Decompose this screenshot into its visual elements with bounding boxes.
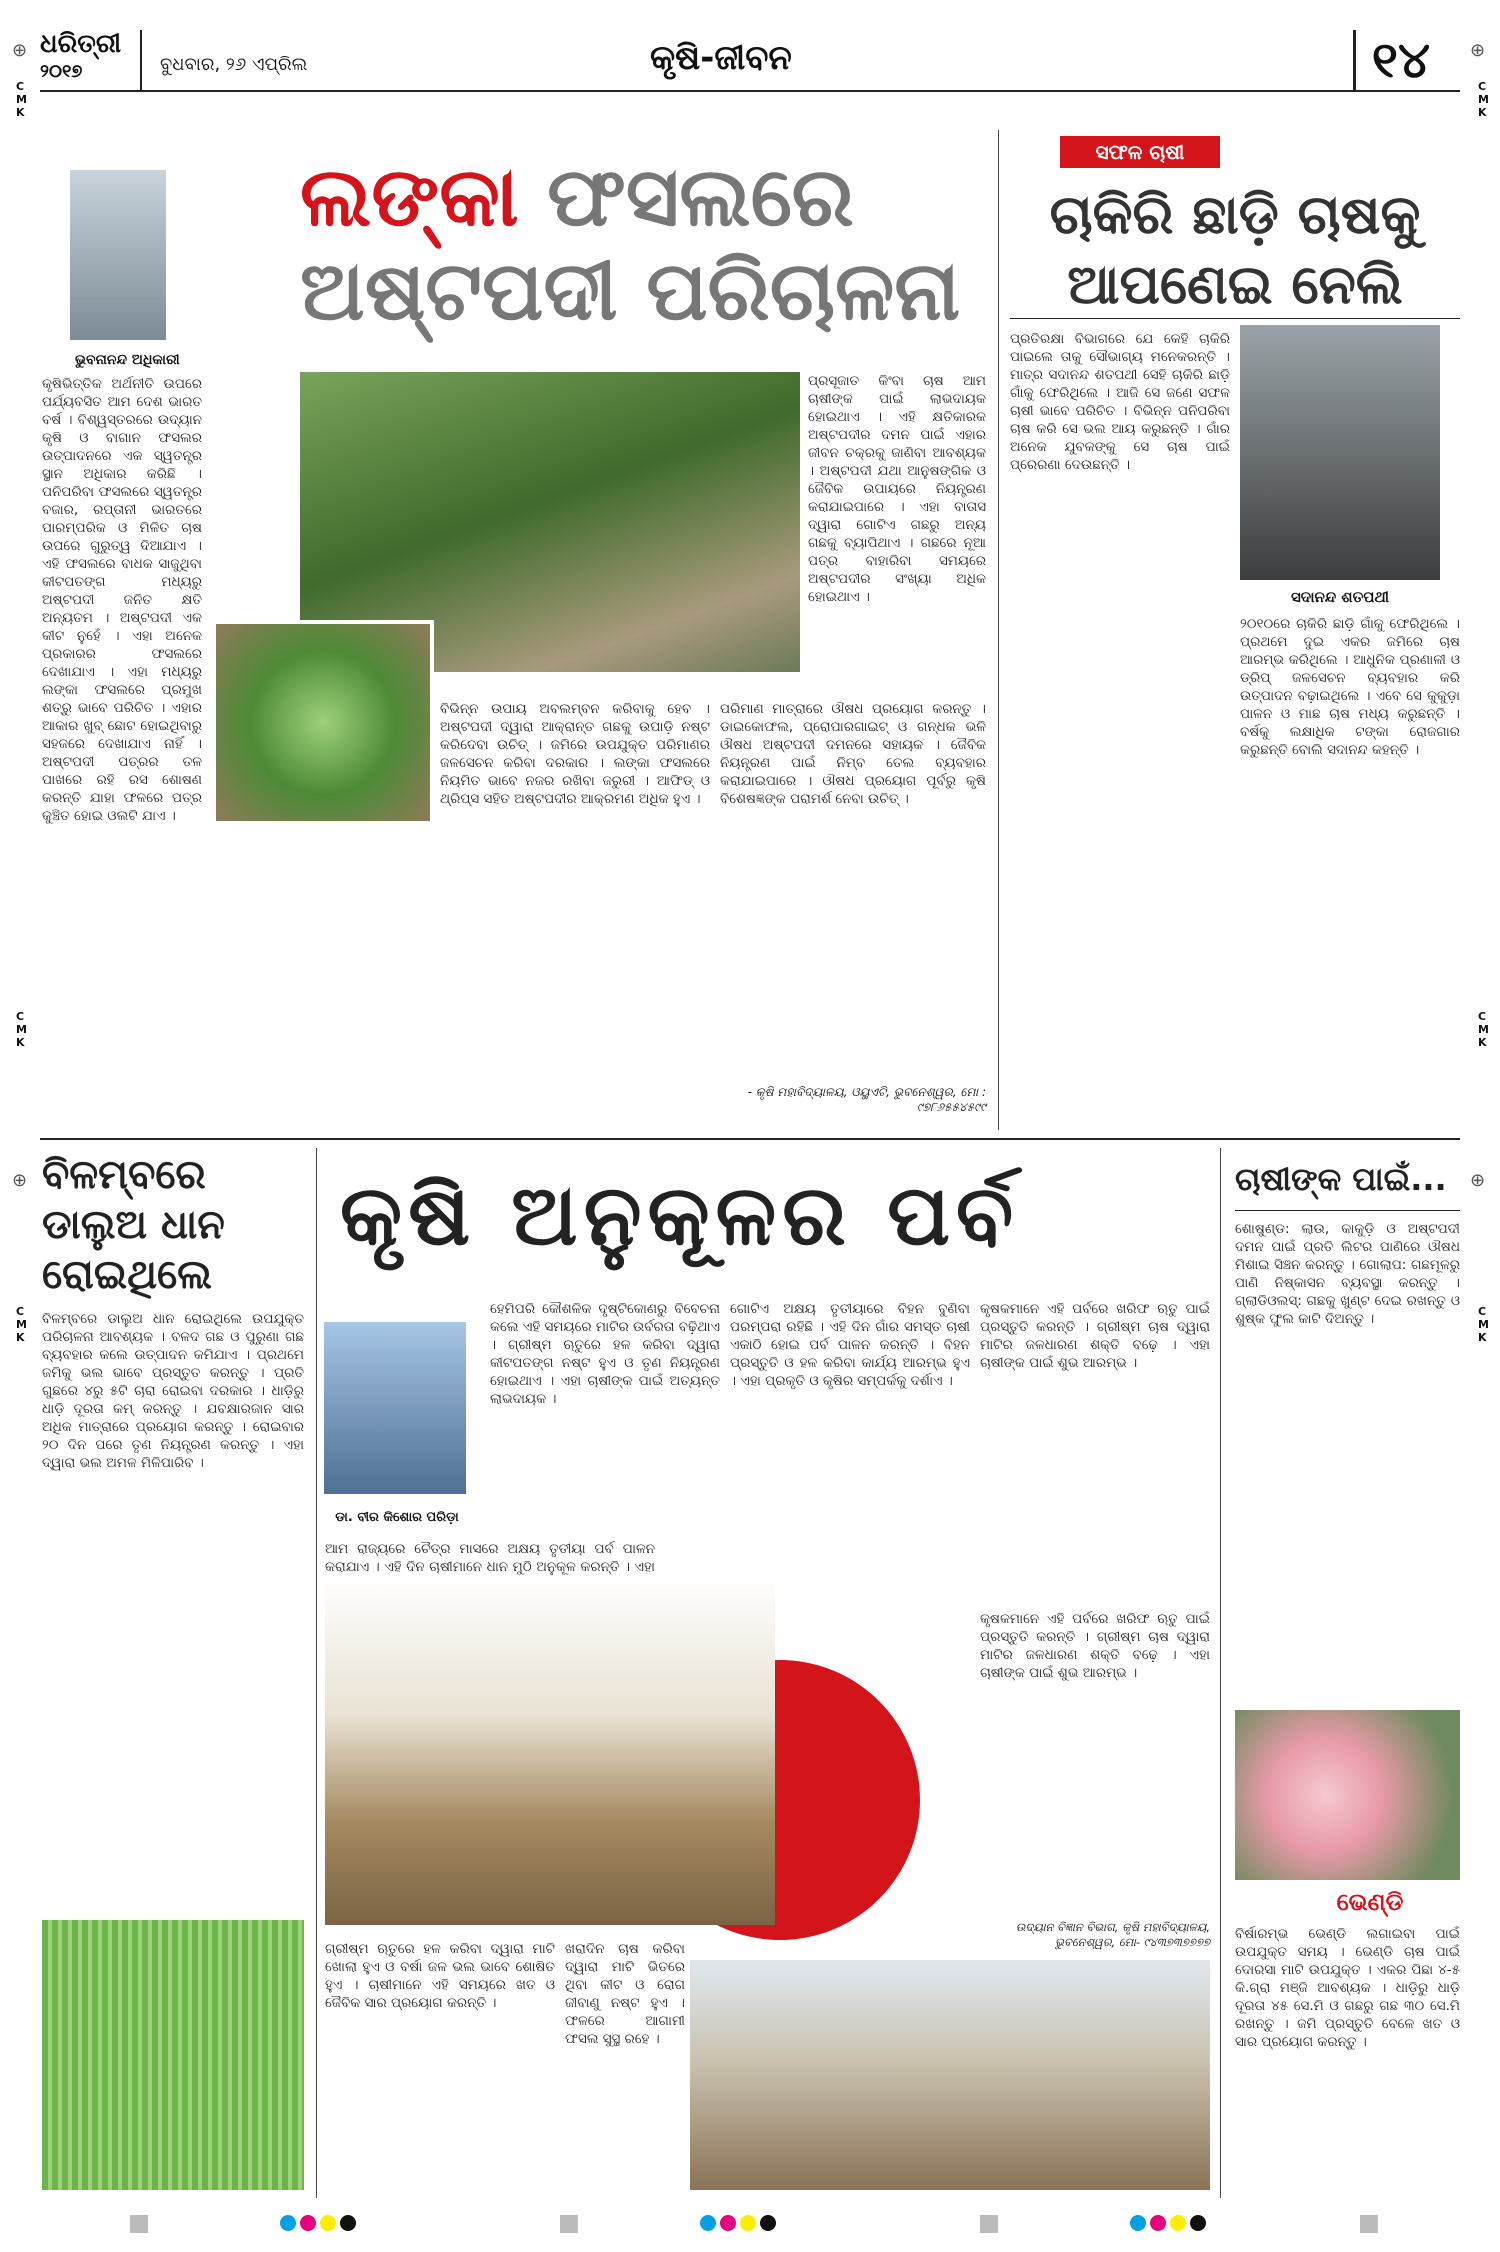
headline-highlight: ଲଙ୍କା bbox=[300, 150, 519, 245]
gladiolus-photo bbox=[1235, 1710, 1460, 1880]
headline-line1: ଚାକିରି ଛାଡ଼ି ଚାଷକୁ bbox=[1049, 183, 1421, 246]
author-name: ଡା. ବୀର କିଶୋର ପରିଡ଼ା bbox=[335, 1510, 459, 1525]
article5-text: ଶୋଷୁଣ୍ଡ: ଲାଉ, କାକୁଡ଼ି ଓ ଅଷ୍ଟପଦୀ ଦମନ ପାଇଁ ପ୍ରତି ଲିଟର ପାଣିରେ ଔଷଧ ମିଶାଇ ସିଞ୍ଚନ କରନ୍ତୁ । ଗୋଲାପ: ଗଛମୂଳରୁ ପାଣି ନିଷ୍କାସନ ବ୍ୟବସ୍ଥା କରନ୍ତୁ । ଗ୍ଲାଡିଓଲସ୍: ଗଛକୁ ଖୁଣ୍ଟ ଦେଇ ରଖନ୍ତୁ ଓ ଶୁଷ୍କ ଫୁଲ କାଟି ଦିଅନ୍ତୁ । bbox=[1235, 1221, 1460, 1327]
print-colorbar bbox=[0, 2205, 1500, 2245]
divider bbox=[140, 30, 142, 90]
registration-mark: ⊕ bbox=[12, 40, 28, 61]
article-headline bbox=[300, 150, 854, 246]
article-headline-line2: ଅଷ୍ଟପଦୀ ପରିଚାଳନା bbox=[300, 244, 961, 339]
registration-mark: ⊕ bbox=[1470, 40, 1486, 61]
logo-year: ୨୦୧୭ bbox=[40, 61, 83, 82]
article5-subtext: ବିର୍ଷାରମ୍ଭ ଭେଣ୍ଡି ଲଗାଇବା ପାଇଁ ଉପଯୁକ୍ତ ସମୟ । ଭେଣ୍ଡି ଚାଷ ପାଇଁ ଦୋରସା ମାଟି ଉପଯୁକ୍ତ । ଏକର ପିଛା ୪-୫ କି.ଗ୍ରା ମଞ୍ଜି ଆବଶ୍ୟକ । ଧାଡ଼ିରୁ ଧାଡ଼ି ଦୂରତା ୪୫ ସେ.ମି ଓ ଗଛରୁ ଗଛ ୩୦ ସେ.ମି ରଖନ୍ତୁ । ଜମି ପ୍ରସ୍ତୁତି ବେଳେ ଖତ ଓ ସାର ପ୍ରୟୋଗ କରନ୍ତୁ । bbox=[1235, 1926, 1460, 2050]
column-rule bbox=[316, 1148, 317, 2198]
author-name: ଭୁବନାନନ୍ଦ ଅଧିକାରୀ bbox=[75, 352, 180, 368]
farmers-ploughing-photo bbox=[690, 1960, 1210, 2190]
gray-patch bbox=[980, 2215, 998, 2233]
headline-line2: ଡାଲୁଅ ଧାନ bbox=[42, 1202, 225, 1248]
article4-text-col1: ଆମ ରାଜ୍ୟରେ ଚୈତ୍ର ମାସରେ ଅକ୍ଷୟ ତୃତୀୟା ପର୍ବ ପାଳନ କରାଯାଏ । ଏହି ଦିନ ଚାଷୀମାନେ ଧାନ ମୁଠି ଅନୁକୂଳ କରନ୍ତି । ଏହା bbox=[325, 1541, 655, 1575]
cmyk-mark: CMK bbox=[16, 1305, 27, 1344]
article-footer: - କୃଷି ମହାବିଦ୍ୟାଳୟ, ଓୟୁଏଟି, ଭୁବନେଶ୍ୱର, ମୋ : ୯୭୮୬୫୫୪୫୯୯ bbox=[747, 1085, 986, 1114]
article5-headline: ଚାଷୀଙ୍କ ପାଇଁ... bbox=[1235, 1160, 1447, 1198]
gray-patch bbox=[130, 2215, 148, 2233]
cmyk-mark: CMK bbox=[1478, 80, 1489, 119]
article-text-col3: ବିଭିନ୍ନ ଉପାୟ ଅବଲମ୍ବନ କରିବାକୁ ହେବ । ଅଷ୍ଟପଦୀ ଦ୍ୱାରା ଆକ୍ରାନ୍ତ ଗଛକୁ ଉପାଡ଼ି ନଷ୍ଟ କରିଦେବା ଉଚିତ୍ । ଜମିରେ ଉପଯୁକ୍ତ ପରିମାଣର ଜଳସେଚନ କରିବା ଦରକାର । ଲଙ୍କା ଫସଲରେ ନିୟମିତ ଭାବେ ନଜର ରଖିବା ଜରୁରୀ । ଆଫିଡ୍ ଓ ଥ୍ରିପ୍ସ ସହିତ ଅଷ୍ଟପଦୀର ଆକ୍ରମଣ ଅଧିକ ହୁଏ । bbox=[440, 701, 710, 807]
cmyk-mark: CMK bbox=[16, 1010, 27, 1049]
headline-line1: ବିଳମ୍ବରେ bbox=[42, 1152, 206, 1198]
masthead bbox=[40, 30, 1460, 92]
article4-footer: ଉଦ୍ୟାନ ବିଜ୍ଞାନ ବିଭାଗ, କୃଷି ମହାବିଦ୍ୟାଳୟ, ଭୁବନେଶ୍ୱର, ମୋ- ୯୪୩୭୩୭୭୭୭ bbox=[1015, 1920, 1210, 1949]
cmyk-mark: CMK bbox=[1478, 1305, 1489, 1344]
article-text-col4: ପରିମାଣ ମାତ୍ରାରେ ଔଷଧ ପ୍ରୟୋଗ କରନ୍ତୁ । ଡାଇକୋଫଲ, ପ୍ରୋପାରଗାଇଟ୍ ଓ ଗନ୍ଧକ ଭଳି ଔଷଧ ଅଷ୍ଟପଦୀ ଦମନରେ ସହାୟକ । ଜୈବିକ ନିୟନ୍ତ୍ରଣ ପାଇଁ ନିମ୍ବ ତେଲ ବ୍ୟବହାର କରାଯାଇପାରେ । ଔଷଧ ପ୍ରୟୋଗ ପୂର୍ବରୁ କୃଷି ବିଶେଷଜ୍ଞଙ୍କ ପରାମର୍ଶ ନେବା ଉଚିତ୍ । bbox=[720, 701, 986, 807]
farmer-photo bbox=[1240, 325, 1440, 580]
article-text-col2: ପ୍ରସୂଜାତ କିଂବା ଚାଷ ଆମ ଚାଷୀଙ୍କ ପାଇଁ ଲାଭଦାୟକ ହୋଇଥାଏ । ଏହି କ୍ଷତିକାରକ ଅଷ୍ଟପଦୀର ଦମନ ପାଇଁ ଏହାର ଜୀବନ ଚକ୍ରକୁ ଜାଣିବା ଆବଶ୍ୟକ । ଅଷ୍ଟପଦୀ ଯଥା ଆନୁଷଙ୍ଗିକ ଓ ଜୈବିକ ଉପାୟରେ ନିୟନ୍ତ୍ରଣ କରାଯାଇପାରେ । ଏହା ବାତାସ ଦ୍ୱାରା ଗୋଟିଏ ଗଛରୁ ଅନ୍ୟ ଗଛକୁ ବ୍ୟାପିଥାଏ । ଗଛରେ ନୂଆ ପତ୍ର ବାହାରିବା ସମୟରେ ଅଷ୍ଟପଦୀର ସଂଖ୍ୟା ଅଧିକ ହୋଇଥାଏ । bbox=[808, 373, 986, 605]
newspaper-logo bbox=[40, 30, 121, 86]
article4-text-col3: ଗୋଟିଏ ଅକ୍ଷୟ ତୃତୀୟାରେ ବିହନ ବୁଣିବା ପରମ୍ପରା ରହିଛି । ଏହି ଦିନ ଗାଁର ସମସ୍ତ ଚାଷୀ ଏକାଠି ହୋଇ ପର୍ବ ପାଳନ କରନ୍ତି । ବିହନ ପ୍ରସ୍ତୁତି ଓ ହଳ କରିବା କାର୍ଯ୍ୟ ଆରମ୍ଭ ହୁଏ । ଏହା ପ୍ରକୃତି ଓ କୃଷିର ସମ୍ପର୍କକୁ ଦର୍ଶାଏ । bbox=[730, 1301, 970, 1389]
article3-headline bbox=[42, 1150, 322, 1300]
page-number: ୧୪ bbox=[1353, 30, 1430, 90]
photo-caption: ସଦାନନ୍ଦ ଶତପଥୀ bbox=[1291, 588, 1389, 606]
article2-text-col1: ପ୍ରତିରକ୍ଷା ବିଭାଗରେ ଯେ କେହି ଚାକିରି ପାଇଲେ ତାକୁ ସୌଭାଗ୍ୟ ମନେକରନ୍ତି । ମାତ୍ର ସଦାନନ୍ଦ ଶତପଥୀ ସେହି ଚାକିରି ଛାଡ଼ି ଗାଁକୁ ଫେରିଥିଲେ । ଆଜି ସେ ଜଣେ ସଫଳ ଚାଷୀ ଭାବେ ପରିଚିତ । ବିଭିନ୍ନ ପନିପରିବା ଚାଷ କରି ସେ ଭଲ ଆୟ କରୁଛନ୍ତି । ଗାଁର ଅନେକ ଯୁବକଙ୍କୁ ସେ ଚାଷ ପାଇଁ ପ୍ରେରଣା ଦେଉଛନ୍ତି । bbox=[1010, 331, 1230, 473]
column-rule bbox=[1220, 1148, 1221, 2198]
article2-headline bbox=[1010, 180, 1460, 320]
article-text-col1: କୃଷିଭିତ୍ତିକ ଅର୍ଥନୀତି ଉପରେ ପର୍ଯ୍ୟବସିତ ଆମ ଦେଶ ଭାରତ ବର୍ଷ । ବିଶ୍ୱସ୍ତରରେ ଉଦ୍ୟାନ କୃଷି ଓ ବାଗାନ ଫସଲର ଉତ୍ପାଦନରେ ଏକ ସ୍ୱତନ୍ତ୍ର ସ୍ଥାନ ଅଧିକାର କରିଛି । ପନିପରିବା ଫସଲରେ ସ୍ୱତନ୍ତ୍ର ବଜାର, ରପ୍ତାନୀ ଭାରତରେ ପାରମ୍ପରିକ ଓ ମିଳିତ ଚାଷ ଉପରେ ଗୁରୁତ୍ୱ ଦିଆଯାଏ । ଏହି ଫସଲରେ ବାଧକ ସାଜୁଥିବା କୀଟପତଙ୍ଗ ମଧ୍ୟରୁ ଅଷ୍ଟପଦୀ ଜନିତ କ୍ଷତି ଅନ୍ୟତମ । ଅଷ୍ଟପଦୀ ଏକ କୀଟ ନୁହେଁ । ଏହା ଅନେକ ପ୍ରକାରର ଫସଲରେ ଦେଖାଯାଏ । ଏହା ମଧ୍ୟରୁ ଲଙ୍କା ଫସଲରେ ପ୍ରମୁଖ ଶତ୍ରୁ ଭାବେ ପରିଚିତ । ଏହାର ଆକାର ଖୁବ୍ ଛୋଟ ହୋଇଥିବାରୁ ସହଜରେ ଦେଖାଯାଏ ନାହିଁ । ଅଷ୍ଟପଦୀ ପତ୍ରର ତଳ ପାଖରେ ରହି ରସ ଶୋଷଣ କରନ୍ତି ଯାହା ଫଳରେ ପତ୍ର କୁଞ୍ଚିତ ହୋଇ ଓଲଟି ଯାଏ । bbox=[42, 376, 202, 824]
article4-text-col5: କୃଷକମାନେ ଏହି ପର୍ବରେ ଖରିଫ ଋତୁ ପାଇଁ ପ୍ରସ୍ତୁତି କରନ୍ତି । ଗ୍ରୀଷ୍ମ ଚାଷ ଦ୍ୱାରା ମାଟିର ଜଳଧାରଣ ଶକ୍ତି ବଢ଼େ । ଏହା ଚାଷୀଙ୍କ ପାଇଁ ଶୁଭ ଆରମ୍ଭ । bbox=[980, 1611, 1210, 1681]
article2-text-col2: ୨୦୧୦ରେ ଚାକିରି ଛାଡ଼ି ଗାଁକୁ ଫେରିଥିଲେ । ପ୍ରଥମେ ଦୁଇ ଏକର ଜମିରେ ଚାଷ ଆରମ୍ଭ କରିଥିଲେ । ଆଧୁନିକ ପ୍ରଣାଳୀ ଓ ଡ୍ରିପ୍ ଜଳସେଚନ ବ୍ୟବହାର କରି ଉତ୍ପାଦନ ବଢ଼ାଇଥିଲେ । ଏବେ ସେ କୁକୁଡ଼ା ପାଳନ ଓ ମାଛ ଚାଷ ମଧ୍ୟ କରୁଛନ୍ତି । ବର୍ଷକୁ ଲକ୍ଷାଧିକ ଟଙ୍କା ରୋଜଗାର କରୁଛନ୍ତି ବୋଲି ସଦାନନ୍ଦ କହନ୍ତି । bbox=[1240, 616, 1460, 758]
author-photo bbox=[320, 1318, 470, 1498]
article5-subheading: ଭେଣ୍ଡି bbox=[1336, 1888, 1404, 1916]
divider bbox=[1235, 1210, 1460, 1211]
cmyk-mark: CMK bbox=[1478, 1010, 1489, 1049]
registration-mark: ⊕ bbox=[12, 1170, 28, 1191]
article3-text: ବିଳମ୍ବରେ ଡାଲୁଅ ଧାନ ରୋଇଥିଲେ ଉପଯୁକ୍ତ ପରିଚାଳନା ଆବଶ୍ୟକ । ବଳଦ ଗଛ ଓ ପୁରୁଣା ଗଛ ବ୍ୟବହାର କଲେ ଉତ୍ପାଦନ କମିଯାଏ । ପ୍ରଥମେ ଜମିକୁ ଭଲ ଭାବେ ପ୍ରସ୍ତୁତ କରନ୍ତୁ । ପ୍ରତି ଗୁଛରେ ୪ରୁ ୫ଟି ଚାରା ରୋଇବା ଦରକାର । ଧାଡ଼ିରୁ ଧାଡ଼ି ଦୂରତା କମ୍ କରନ୍ତୁ । ଯବକ୍ଷାରଜାନ ସାର ଅଧିକ ମାତ୍ରାରେ ପ୍ରୟୋଗ କରନ୍ତୁ । ରୋଇବାର ୨୦ ଦିନ ପରେ ତୃଣ ନିୟନ୍ତ୍ରଣ କରନ୍ତୁ । ଏହା ଦ୍ୱାରା ଭଲ ଅମଳ ମିଳିପାରିବ । bbox=[42, 1311, 304, 1471]
section-divider bbox=[40, 1138, 1460, 1140]
author-photo bbox=[70, 170, 166, 340]
divider bbox=[1010, 318, 1460, 319]
article4-bottom-col2: ଖରାଦିନ ଚାଷ କରିବା ଦ୍ୱାରା ମାଟି ଭିତରେ ଥିବା କୀଟ ଓ ରୋଗ ଜୀବାଣୁ ନଷ୍ଟ ହୁଏ । ଫଳରେ ଆଗାମୀ ଫସଲ ସୁସ୍ଥ ରହେ । bbox=[565, 1941, 685, 2047]
article4-headline: କୃଷି ଅନୁକୂଳର ପର୍ବ bbox=[340, 1166, 1020, 1264]
paddy-field-photo bbox=[42, 1920, 304, 2190]
article4-bottom-col1: ଗ୍ରୀଷ୍ମ ଋତୁରେ ହଳ କରିବା ଦ୍ୱାରା ମାଟି ଖୋଲା ହୁଏ ଓ ବର୍ଷା ଜଳ ଭଲ ଭାବେ ଶୋଷିତ ହୁଏ । ଚାଷୀମାନେ ଏହି ସମୟରେ ଖତ ଓ ଜୈବିକ ସାର ପ୍ରୟୋଗ କରନ୍ତି । bbox=[325, 1941, 555, 2011]
logo-text: ଧରିତ୍ରୀ bbox=[40, 29, 122, 59]
bullock-plough-photo bbox=[325, 1575, 775, 1925]
issue-date: ବୁଧବାର, ୨୬ ଏପ୍ରିଲ bbox=[160, 54, 308, 75]
column-rule bbox=[998, 130, 999, 1130]
color-patch bbox=[700, 2215, 780, 2235]
registration-mark: ⊕ bbox=[1470, 1170, 1486, 1191]
color-patch bbox=[1130, 2215, 1210, 2235]
gray-patch bbox=[560, 2215, 578, 2233]
article4-text-col4: କୃଷକମାନେ ଏହି ପର୍ବରେ ଖରିଫ ଋତୁ ପାଇଁ ପ୍ରସ୍ତୁତି କରନ୍ତି । ଗ୍ରୀଷ୍ମ ଚାଷ ଦ୍ୱାରା ମାଟିର ଜଳଧାରଣ ଶକ୍ତି ବଢ଼େ । ଏହା ଚାଷୀଙ୍କ ପାଇଁ ଶୁଭ ଆରମ୍ଭ । bbox=[980, 1301, 1210, 1371]
headline-text: ଫସଲରେ bbox=[518, 150, 854, 245]
color-patch bbox=[280, 2215, 360, 2235]
gray-patch bbox=[1360, 2215, 1378, 2233]
headline-line2: ଆପଣେଇ ନେଲି bbox=[1067, 253, 1403, 316]
chilli-plant-photo bbox=[212, 620, 434, 825]
headline-line3: ରୋଇଥିଲେ bbox=[42, 1252, 212, 1298]
article4-text-col2: ହେମିପରି କୌଶଳିକ ଦୃଷ୍ଟିକୋଣରୁ ବିବେଚନା କଲେ ଏହି ସମୟରେ ମାଟିର ଉର୍ବରତା ବଢ଼ିଥାଏ । ଗ୍ରୀଷ୍ମ ଋତୁରେ ହଳ କରିବା ଦ୍ୱାରା କୀଟପତଙ୍ଗ ନଷ୍ଟ ହୁଏ ଓ ତୃଣ ନିୟନ୍ତ୍ରଣ ହୋଇଥାଏ । ଏହା ଚାଷୀଙ୍କ ପାଇଁ ଅତ୍ୟନ୍ତ ଲାଭଦାୟକ । bbox=[490, 1301, 720, 1407]
section-title: କୃଷି-ଜୀବନ bbox=[650, 38, 792, 78]
tag-badge: ସଫଳ ଚାଷୀ bbox=[1060, 136, 1220, 168]
cmyk-mark: CMK bbox=[16, 80, 27, 119]
